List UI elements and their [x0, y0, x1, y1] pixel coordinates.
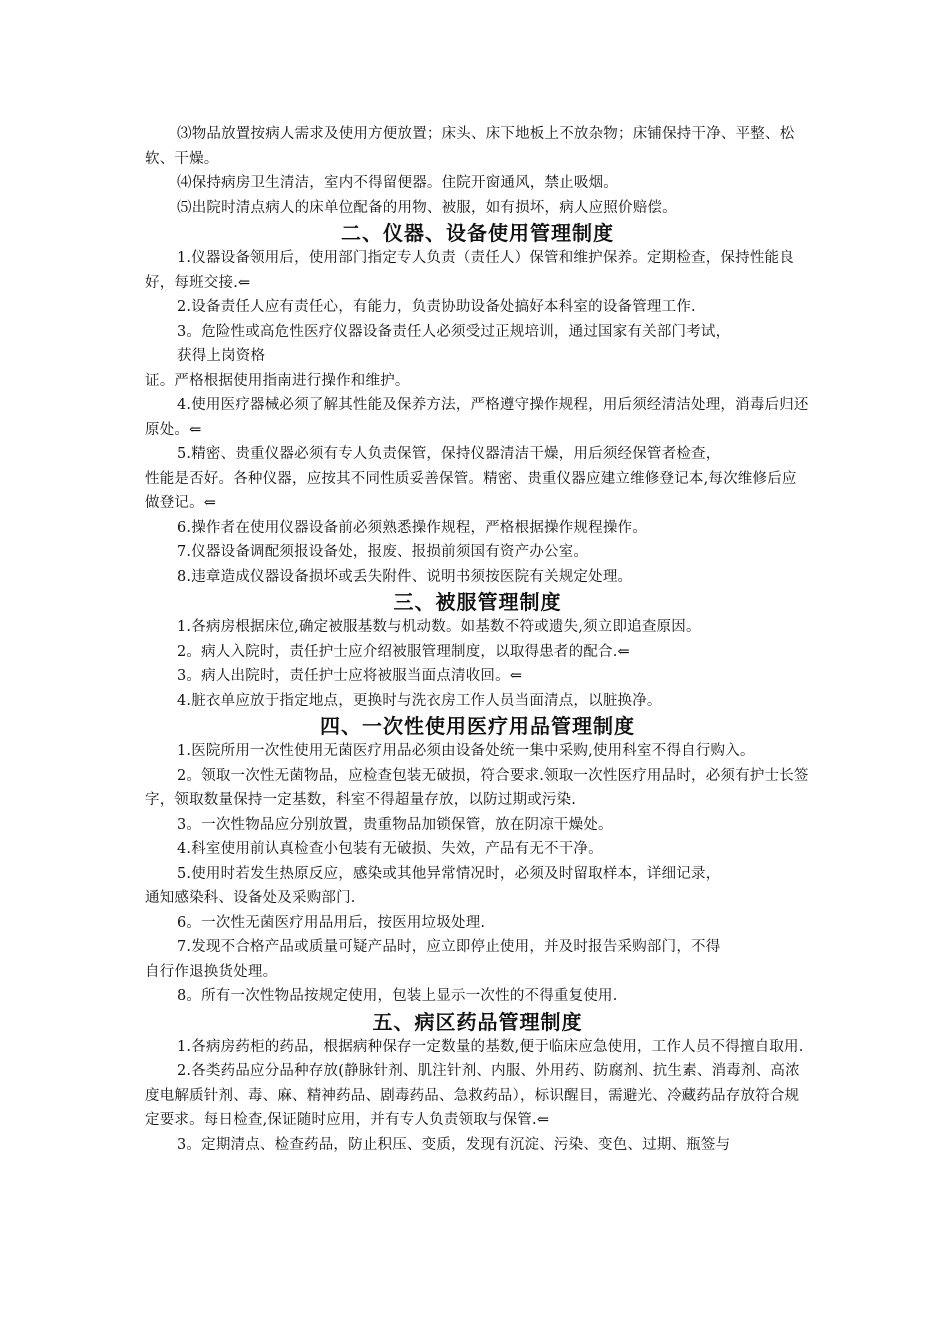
- document-body: [145, 122, 810, 1157]
- paragraph: ⑶物品放置按病人需求及使用方便放置；床头、床下地板上不放杂物；床铺保持干净、平整、松软、干燥。: [145, 126, 795, 167]
- paragraph: 1.各病房根据床位,确定被服基数与机动数。如基数不符或遗失,须立即追查原因。: [177, 619, 701, 635]
- paragraph: 2.设备责任人应有责任心，有能力，负责协助设备处搞好本科室的设备管理工作.: [177, 299, 696, 315]
- paragraph: 2。病人入院时，责任护士应介绍被服管理制度，以取得患者的配合.⇐: [177, 643, 630, 660]
- paragraph: 2。领取一次性无菌物品，应检查包装无破损，符合要求.领取一次性医疗用品时，必须有护士长签字，领取数量保持一定基数，科室不得超量存放，以防过期或污染.: [145, 767, 809, 808]
- paragraph: ⑸出院时清点病人的床单位配备的用物、被服，如有损坏，病人应照价赔偿。: [177, 199, 677, 216]
- paragraph: 自行作退换货处理。: [145, 963, 278, 980]
- paragraph: 证。严格根据使用指南进行操作和维护。: [145, 372, 410, 389]
- paragraph: 2.各类药品应分品种存放(静脉针剂、肌注针剂、内服、外用药、防腐剂、抗生素、消毒剂、高浓度电解质针剂、毒、麻、精神药品、剧毒药品、急救药品），标识醒目，需避光、冷藏药品存放符合规定要求。每日检查,保证随时应用，并有专人负责领取与保管.⇐: [145, 1063, 800, 1128]
- paragraph: 6。一次性无菌医疗用品用后，按医用垃圾处理.: [177, 914, 486, 931]
- paragraph: 5.精密、贵重仪器必须有专人负责保管，保持仪器清洁干燥，用后须经保管者检查，: [177, 446, 721, 462]
- paragraph: 性能是否好。各种仪器，应按其不同性质妥善保管。精密、贵重仪器应建立维修登记本,每次维修后应做登记。⇐: [145, 470, 797, 511]
- paragraph: 3。危险性或高危性医疗仪器设备责任人必须受过正规培训，通过国家有关部门考试，: [177, 323, 731, 340]
- paragraph: ⑷保持病房卫生清洁，室内不得留便器。住院开窗通风，禁止吸烟。: [177, 175, 618, 191]
- section-heading: 四、一次性使用医疗用品管理制度: [320, 714, 635, 738]
- paragraph: 3。病人出院时，责任护士应将被服当面点清收回。⇐: [177, 668, 523, 684]
- paragraph: 4.脏衣单应放于指定地点，更换时与洗衣房工作人员当面清点，以脏换净。: [177, 692, 662, 709]
- paragraph: 7.发现不合格产品或质量可疑产品时，应立即停止使用，并及时报告采购部门，不得: [177, 939, 721, 955]
- section-heading: 三、被服管理制度: [393, 590, 562, 614]
- paragraph: 8。所有一次性物品按规定使用，包装上显示一次性的不得重复使用.: [177, 988, 618, 1004]
- paragraph: 4.科室使用前认真检查小包装有无破损、失效，产品有无不干净。: [177, 841, 603, 857]
- paragraph: 获得上岗资格: [177, 348, 266, 364]
- paragraph: 5.使用时若发生热原反应，感染或其他异常情况时，必须及时留取样本，详细记录，: [177, 865, 721, 882]
- paragraph: 8.违章造成仪器设备损坏或丢失附件、说明书须按医院有关规定处理。: [177, 568, 633, 585]
- paragraph: 4.使用医疗器械必须了解其性能及保养方法，严格遵守操作规程，用后须经清洁处理，消毒后归还原处。⇐: [145, 397, 809, 438]
- paragraph: 1.医院所用一次性使用无菌医疗用品必须由设备处统一集中采购,使用科室不得自行购入。: [177, 743, 755, 759]
- paragraph: 1.仪器设备领用后，使用部门指定专人负责（责任人）保管和维护保养。定期检查，保持性能良好，每班交接.⇐: [145, 250, 794, 291]
- paragraph: 3。定期清点、检查药品，防止积压、变质，发现有沉淀、污染、变色、过期、瓶签与: [177, 1136, 731, 1153]
- paragraph: 3。一次性物品应分别放置，贵重物品加锁保管，放在阴凉干燥处。: [177, 816, 613, 833]
- paragraph: 7.仪器设备调配须报设备处，报废、报损前须国有资产办公室。: [177, 544, 589, 560]
- paragraph: 6.操作者在使用仪器设备前必须熟悉操作规程，严格根据操作规程操作。: [177, 519, 647, 536]
- section-heading: 五、病区药品管理制度: [372, 1009, 583, 1034]
- paragraph: 通知感染科、设备处及采购部门.: [145, 890, 356, 906]
- section-heading: 二、仪器、设备使用管理制度: [341, 221, 614, 245]
- paragraph: 1.各病房药柜的药品，根据病种保存一定数量的基数,便于临床应急使用，工作人员不得擅自取用.: [177, 1038, 804, 1055]
